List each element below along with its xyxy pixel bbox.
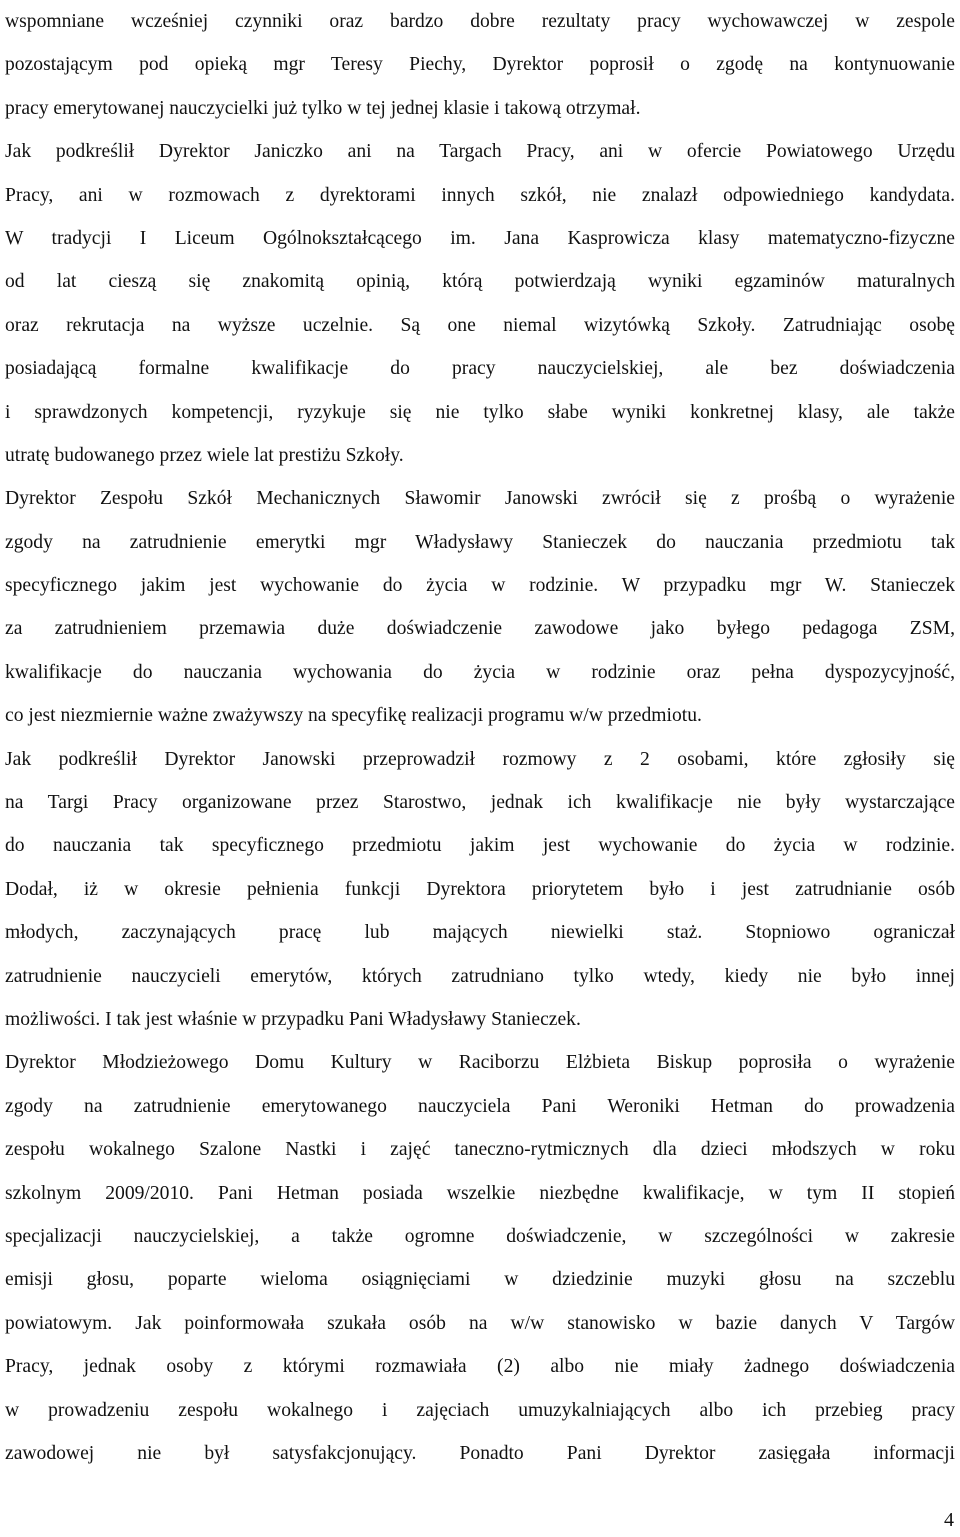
page-number: 4 [944, 1509, 954, 1531]
text-line: specyficznego jakim jest wychowanie do życia w rodzinie. W przypadku mgr W. Stanieczek [5, 575, 955, 597]
text-line: utratę budowanego przez wiele lat prestiżu Szkoły. [5, 444, 404, 466]
text-line: Pracy, jednak osoby z którymi rozmawiała (2) albo nie miały żadnego doświadczenia [5, 1356, 955, 1378]
text-line: kwalifikacje do nauczania wychowania do życia w rodzinie oraz pełna dyspozycyjność, [5, 661, 955, 683]
text-line: możliwości. I tak jest właśnie w przypadku Pani Władysławy Stanieczek. [5, 1008, 581, 1030]
text-line: posiadającą formalne kwalifikacje do pracy nauczycielskiej, ale bez doświadczenia [5, 358, 955, 380]
text-line: emisji głosu, poparte wieloma osiągnięciami w dziedzinie muzyki głosu na szczeblu [5, 1269, 955, 1291]
text-line: pracy emerytowanej nauczycielki już tylko w tej jednej klasie i takową otrzymał. [5, 97, 641, 119]
text-line: oraz rekrutacja na wyższe uczelnie. Są one niemal wizytówką Szkoły. Zatrudniając osobę [5, 314, 955, 336]
text-line: do nauczania tak specyficznego przedmiotu jakim jest wychowanie do życia w rodzinie. [5, 835, 955, 857]
text-line: za zatrudnieniem przemawia duże doświadczenie zawodowe jako byłego pedagoga ZSM, [5, 618, 955, 640]
document-body [5, 0, 955, 1475]
text-line: pozostającym pod opieką mgr Teresy Piechy, Dyrektor poprosił o zgodę na kontynuowanie [5, 54, 955, 76]
text-line: W tradycji I Liceum Ogólnokształcącego im. Jana Kasprowicza klasy matematyczno-fizyczne [5, 227, 955, 249]
text-line: od lat cieszą się znakomitą opinią, którą potwierdzają wyniki egzaminów maturalnych [5, 271, 955, 293]
text-line: zespołu wokalnego Szalone Nastki i zajęć taneczno-rytmicznych dla dzieci młodszych w roku [5, 1139, 955, 1161]
text-line: Jak podkreślił Dyrektor Janiczko ani na Targach Pracy, ani w ofercie Powiatowego Urzędu [5, 141, 955, 163]
text-line: powiatowym. Jak poinformowała szukała osób na w/w stanowisko w bazie danych V Targów [5, 1312, 955, 1334]
text-line: zawodowej nie był satysfakcjonujący. Ponadto Pani Dyrektor zasięgała informacji [5, 1442, 955, 1464]
text-line: wspomniane wcześniej czynniki oraz bardzo dobre rezultaty pracy wychowawczej w zespole [5, 11, 955, 32]
text-line: Dyrektor Zespołu Szkół Mechanicznych Sławomir Janowski zwrócił się z prośbą o wyrażenie [5, 488, 955, 510]
text-line: zgody na zatrudnienie emerytowanego nauczyciela Pani Weroniki Hetman do prowadzenia [5, 1095, 955, 1117]
text-line: Dyrektor Młodzieżowego Domu Kultury w Raciborzu Elżbieta Biskup poprosiła o wyrażenie [5, 1052, 955, 1074]
text-line: Jak podkreślił Dyrektor Janowski przeprowadził rozmowy z 2 osobami, które zgłosiły się [5, 748, 955, 770]
text-line: na Targi Pracy organizowane przez Starostwo, jednak ich kwalifikacje nie były wystarczające [5, 792, 955, 814]
text-line: w prowadzeniu zespołu wokalnego i zajęciach umuzykalniających albo ich przebieg pracy [5, 1399, 955, 1421]
text-line: i sprawdzonych kompetencji, ryzykuje się nie tylko słabe wyniki konkretnej klasy, ale także [5, 401, 955, 423]
text-line: szkolnym 2009/2010. Pani Hetman posiada wszelkie niezbędne kwalifikacje, w tym II stopień [5, 1182, 955, 1204]
text-line: młodych, zaczynających pracę lub mających niewielki staż. Stopniowo ograniczał [5, 922, 955, 944]
text-line: Dodał, iż w okresie pełnienia funkcji Dyrektora priorytetem było i jest zatrudnianie osób [5, 878, 955, 900]
text-line: zatrudnienie nauczycieli emerytów, których zatrudniano tylko wtedy, kiedy nie było innej [5, 965, 955, 987]
text-line: zgody na zatrudnienie emerytki mgr Władysławy Stanieczek do nauczania przedmiotu tak [5, 531, 955, 553]
text-line: co jest niezmiernie ważne zważywszy na specyfikę realizacji programu w/w przedmiotu. [5, 705, 702, 727]
text-line: Pracy, ani w rozmowach z dyrektorami innych szkół, nie znalazł odpowiedniego kandydata. [5, 184, 955, 206]
text-line: specjalizacji nauczycielskiej, a także ogromne doświadczenie, w szczególności w zakresie [5, 1225, 955, 1247]
